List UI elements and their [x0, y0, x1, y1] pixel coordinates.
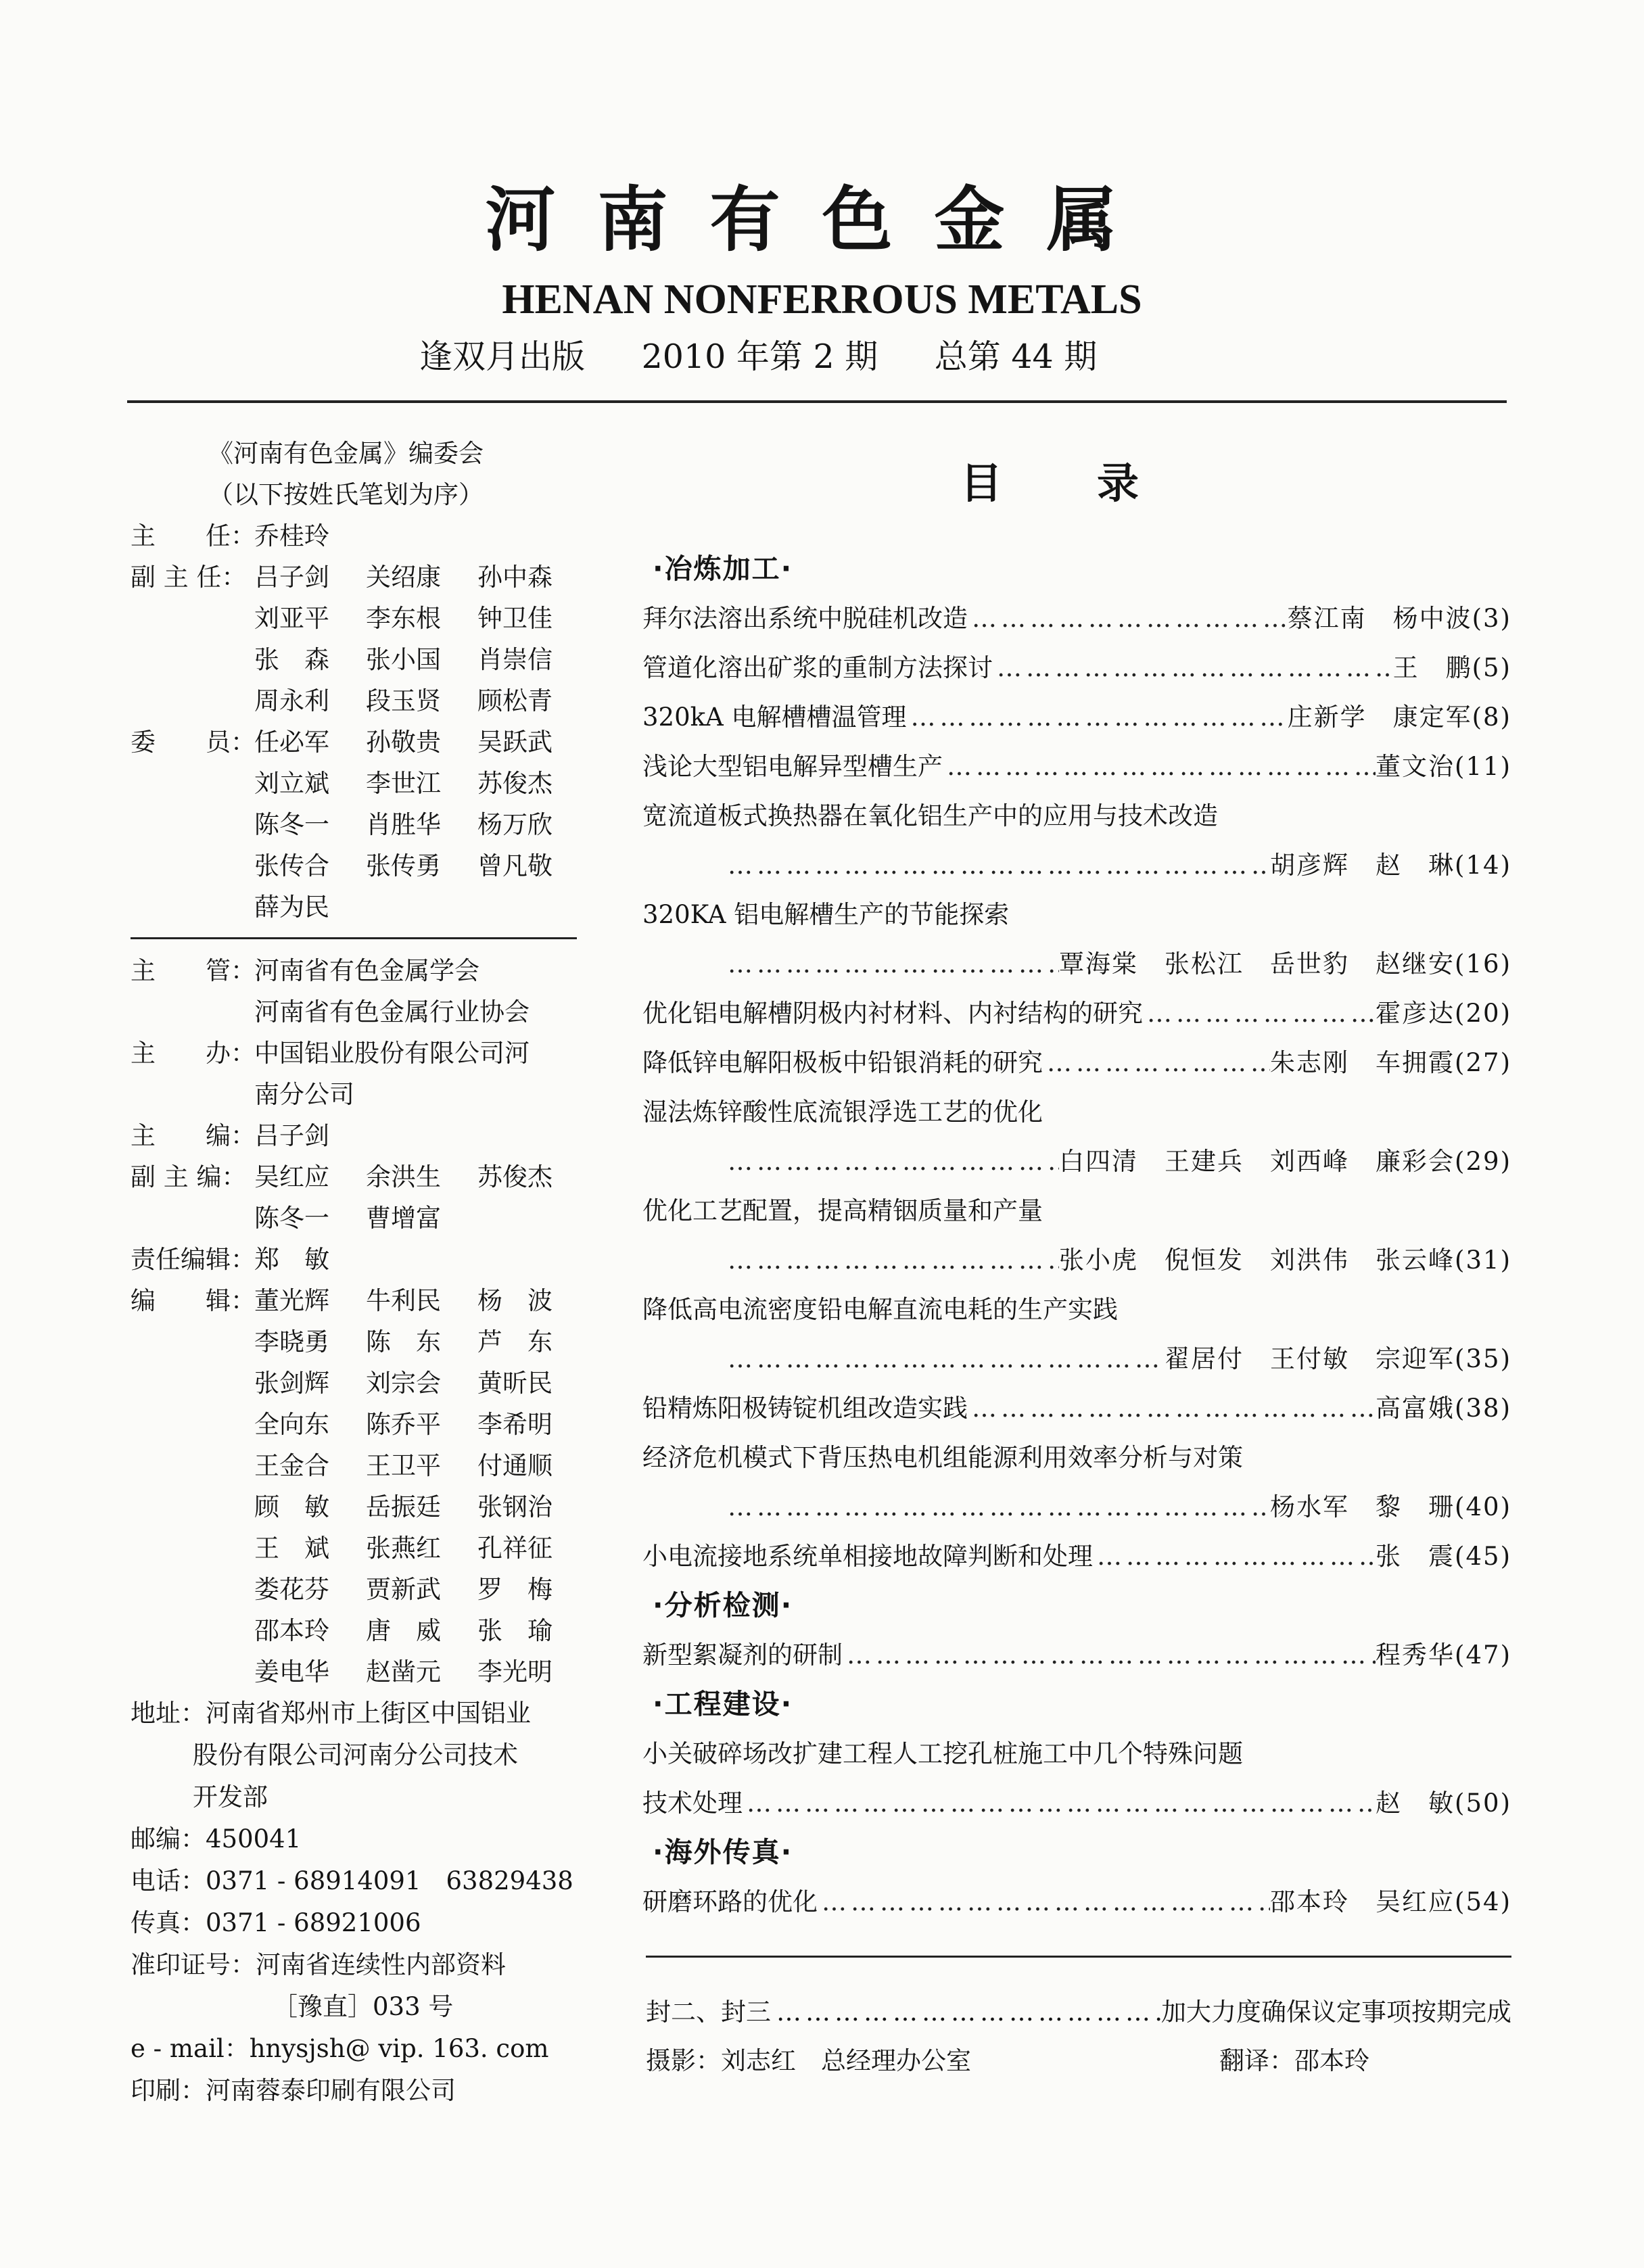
member-list [254, 722, 589, 928]
toc-entry-title: 小关破碎场改扩建工程人工挖孔桩施工中几个特殊问题 [642, 1739, 1243, 1768]
toc-entry [642, 1482, 1511, 1532]
toc-entry-title: 降低高电流密度铅电解直流电耗的生产实践 [642, 1295, 1118, 1324]
toc-entry [642, 1778, 1511, 1828]
deputy-label: 副 主 任： [131, 563, 247, 592]
toc-entry-authors-page [1376, 989, 1511, 1038]
toc-entry-page: (40) [1455, 1492, 1511, 1521]
toc-entry-title: 经济危机模式下背压热电机组能源利用效率分析与对策 [642, 1443, 1243, 1472]
name-row [254, 763, 589, 804]
name-row [254, 680, 589, 722]
supervisor-row [131, 950, 577, 1033]
person-name: 牛利民 [366, 1286, 441, 1315]
deputy-chief-label: 副 主 编： [131, 1162, 247, 1191]
toc-entry-page: (29) [1455, 1147, 1511, 1176]
toc-entry-authors-page [1270, 1038, 1511, 1087]
toc-entry-page: (8) [1472, 703, 1511, 732]
fax: 传真：0371 - 68921006 [131, 1908, 421, 1937]
toc-entry-authors: 董文治 [1376, 752, 1455, 781]
toc-entry-title: 研磨环路的优化 [642, 1887, 818, 1916]
toc-entry-authors: 庄新学 康定军 [1287, 703, 1472, 732]
name-row [254, 639, 589, 680]
toc-entry-title: 技术处理 [642, 1789, 743, 1818]
toc-entry [642, 1137, 1511, 1186]
toc-entry-page: (38) [1455, 1394, 1511, 1423]
permit-line-1: 准印证号：河南省连续性内部资料 [131, 1950, 506, 1979]
name-row [254, 1198, 589, 1239]
name-row [254, 557, 589, 598]
toc-entry-page: (31) [1455, 1246, 1511, 1275]
person-name: 刘立斌 [254, 769, 329, 798]
name-row [254, 1486, 589, 1528]
person-name: 段玉贤 [366, 686, 441, 715]
toc-entry [642, 1038, 1511, 1087]
person-name: 李光明 [477, 1657, 553, 1686]
toc-entry-title: 湿法炼锌酸性底流银浮选工艺的优化 [642, 1097, 1043, 1127]
exec-editor: 郑 敏 [254, 1245, 329, 1274]
deputy-chief-list [254, 1156, 589, 1239]
total-issue: 总第 44 期 [934, 337, 1098, 376]
person-name: 杨万欣 [477, 810, 553, 839]
toc-entry-page: (54) [1455, 1887, 1511, 1916]
name-row [254, 1651, 589, 1693]
toc-entry-page: (47) [1455, 1640, 1511, 1670]
toc-entry-title: 优化工艺配置，提高精铟质量和产量 [642, 1196, 1043, 1225]
toc-entry-authors-page [1059, 1137, 1511, 1186]
name-row [254, 804, 589, 845]
exec-row [131, 1239, 577, 1280]
dot-leader [724, 1137, 1059, 1186]
toc-entry [642, 594, 1511, 643]
toc-entry-title: 小电流接地系统单相接地故障判断和处理 [642, 1542, 1093, 1571]
toc-section-heading: ·分析检测· [653, 1589, 793, 1622]
sponsor-row [131, 1033, 577, 1115]
supervisor-label: 主 管： [131, 956, 256, 985]
toc-entry [642, 1384, 1511, 1433]
person-name: 张 瑜 [477, 1616, 553, 1645]
toc-entry-authors: 胡彦辉 赵 琳 [1270, 851, 1455, 880]
person-name: 张传合 [254, 851, 329, 880]
person-name: 顾 敏 [254, 1492, 329, 1521]
dot-leader [724, 1482, 1270, 1532]
toc-entry [642, 1235, 1511, 1285]
toc-entry-page: (14) [1455, 851, 1511, 880]
toc-entry-title: 宽流道板式换热器在氧化铝生产中的应用与技术改造 [642, 801, 1218, 830]
table-of-contents [642, 544, 1511, 1927]
journal-title-cn: 河南有色金属 [485, 178, 1159, 261]
toc-entry-title: 优化铝电解槽阴极内衬材料、内衬结构的研究 [642, 999, 1143, 1028]
printer: 印刷：河南蓉泰印刷有限公司 [131, 2076, 456, 2105]
exec-label: 责任编辑： [131, 1245, 256, 1274]
toc-entry-title: 降低锌电解阳极板中铅银消耗的研究 [642, 1048, 1043, 1077]
person-name: 曾凡敬 [477, 851, 553, 880]
issue-number: 2010 年第 2 期 [641, 337, 878, 376]
toc-entry-authors: 王 鹏 [1392, 653, 1472, 682]
toc-entry-authors-page [1376, 1384, 1511, 1433]
dot-leader [843, 1630, 1376, 1680]
contact-block [131, 1693, 577, 2112]
name-row [254, 887, 589, 928]
person-name: 李世江 [366, 769, 441, 798]
person-name: 罗 梅 [477, 1575, 553, 1604]
photo-credit: 摄影：刘志红 总经理办公室 [646, 2046, 971, 2075]
person-name: 唐 威 [366, 1616, 441, 1645]
toc-entry-authors: 翟居付 王付敏 宗迎军 [1165, 1344, 1455, 1373]
name-row [254, 598, 589, 639]
person-name: 张燕红 [366, 1534, 441, 1563]
dot-leader [818, 1877, 1270, 1927]
toc-entry-authors: 覃海棠 张松江 岳世豹 赵继安 [1059, 949, 1455, 978]
person-name: 苏俊杰 [477, 1162, 553, 1191]
deputy-row [131, 557, 577, 722]
person-name: 黄昕民 [477, 1369, 553, 1398]
journal-title-en: HENAN NONFERROUS METALS [502, 277, 1142, 323]
deputy-list [254, 557, 589, 722]
person-name: 陈 东 [366, 1327, 441, 1356]
toc-entry-authors: 蔡江南 杨中波 [1287, 604, 1472, 633]
supervisor-list [254, 950, 577, 1033]
dot-leader [743, 1778, 1376, 1828]
toc-section-heading: ·工程建设· [653, 1688, 793, 1720]
person-name: 王 斌 [254, 1534, 329, 1563]
name-row [254, 1445, 589, 1486]
toc-entry-authors: 杨水军 黎 珊 [1270, 1492, 1455, 1521]
dot-leader [724, 841, 1270, 890]
person-name: 肖崇信 [477, 645, 553, 674]
chief-editor: 吕子剑 [254, 1121, 329, 1150]
toc-entry [642, 742, 1511, 791]
toc-heading: 目录 [960, 458, 1234, 508]
person-name: 苏俊杰 [477, 769, 553, 798]
dot-leader [724, 1235, 1059, 1285]
person-name: 薛为民 [254, 893, 329, 922]
person-name: 娄花芬 [254, 1575, 329, 1604]
person-name: 张传勇 [366, 851, 441, 880]
toc-entry-authors-page [1165, 1334, 1511, 1384]
toc-section-heading: ·冶炼加工· [653, 552, 793, 585]
bottom-notes [646, 1988, 1511, 2085]
person-name: 王金合 [254, 1451, 329, 1480]
issue-line [419, 337, 1231, 377]
deputy-chief-row [131, 1156, 577, 1239]
member-label: 委 员： [131, 728, 256, 757]
credits-line [646, 2037, 1511, 2085]
person-name: 岳振廷 [366, 1492, 441, 1521]
person-name: 刘宗会 [366, 1369, 441, 1398]
person-name: 付通顺 [477, 1451, 553, 1480]
toc-entry-title: 浅论大型铝电解异型槽生产 [642, 752, 943, 781]
toc-entry-page: (50) [1455, 1789, 1511, 1818]
cover-line [646, 1988, 1511, 2037]
toc-entry-page: (35) [1455, 1344, 1511, 1373]
board-subheading: （以下按姓氏笔划为序） [208, 480, 484, 509]
board-heading: 《河南有色金属》编委会 [208, 439, 484, 468]
text-line: 南分公司 [254, 1080, 354, 1109]
toc-entry-authors-page [1376, 1778, 1511, 1828]
person-name: 李希明 [477, 1410, 553, 1439]
permit-line-2: ［豫直］033 号 [273, 1992, 454, 2021]
person-name: 吴跃武 [477, 728, 553, 757]
toc-entry-title: 新型絮凝剂的研制 [642, 1640, 843, 1670]
person-name: 陈乔平 [366, 1410, 441, 1439]
toc-entry-authors-page [1376, 1532, 1511, 1581]
editors-row [131, 1280, 577, 1693]
name-row [254, 1528, 589, 1569]
address-line-3: 开发部 [193, 1782, 268, 1812]
person-name: 吴红应 [254, 1162, 329, 1191]
toc-entry [642, 1630, 1511, 1680]
person-name: 孙中森 [477, 563, 553, 592]
chief-label: 主 编： [131, 1121, 256, 1150]
text-line: 河南省有色金属行业协会 [254, 997, 530, 1026]
toc-entry-authors: 程秀华 [1376, 1640, 1455, 1670]
toc-entry-authors: 张 震 [1376, 1542, 1455, 1571]
cover-label: 封二、封三 [646, 1998, 771, 2027]
person-name: 任必军 [254, 728, 329, 757]
person-name: 周永利 [254, 686, 329, 715]
person-name: 陈冬一 [254, 810, 329, 839]
dot-leader [771, 1988, 1161, 2037]
toc-entry-authors-page [1270, 1482, 1511, 1532]
dot-leader [993, 643, 1393, 692]
toc-entry [642, 841, 1511, 890]
person-name: 肖胜华 [366, 810, 441, 839]
toc-entry-title: 拜尔法溶出系统中脱硅机改造 [642, 604, 968, 633]
toc-entry-page: (45) [1455, 1542, 1511, 1571]
toc-entry-authors-page [1288, 692, 1511, 742]
person-name: 余洪生 [366, 1162, 441, 1191]
phone: 电话：0371 - 68914091 63829438 [131, 1866, 573, 1895]
toc-entry-authors: 朱志刚 车拥霞 [1270, 1048, 1455, 1077]
chief-row [131, 1115, 577, 1156]
name-row [254, 1280, 589, 1321]
dot-leader [1093, 1532, 1376, 1581]
toc-entry-authors: 张小虎 倪恒发 刘洪伟 张云峰 [1059, 1246, 1455, 1275]
name-row [254, 845, 589, 887]
toc-entry [642, 1877, 1511, 1927]
dot-leader [968, 594, 1288, 643]
toc-entry-page: (3) [1472, 604, 1511, 633]
toc-entry-authors: 霍彦达 [1376, 999, 1455, 1028]
editors-list [254, 1280, 589, 1693]
address-line-2: 股份有限公司河南分公司技术 [193, 1741, 518, 1770]
person-name: 曹增富 [366, 1204, 441, 1233]
toc-entry-authors-page [1393, 643, 1511, 692]
toc-entry-authors-page [1376, 1630, 1511, 1680]
name-row [254, 1569, 589, 1610]
person-name: 李晓勇 [254, 1327, 329, 1356]
dot-leader [943, 742, 1376, 791]
toc-entry-authors-page [1376, 742, 1511, 791]
translate-credit: 翻译：邵本玲 [1219, 2046, 1369, 2075]
toc-entry [642, 1334, 1511, 1384]
postcode: 邮编：450041 [131, 1824, 302, 1853]
toc-entry-page: (11) [1455, 752, 1511, 781]
person-name: 芦 东 [477, 1327, 553, 1356]
toc-entry-page: (5) [1472, 653, 1511, 682]
name-row [254, 1321, 589, 1363]
toc-entry-authors: 白四清 王建兵 刘西峰 廉彩会 [1059, 1147, 1455, 1176]
person-name: 杨 波 [477, 1286, 553, 1315]
person-name: 王卫平 [366, 1451, 441, 1480]
toc-entry-title: 320KA 铝电解槽生产的节能探索 [642, 900, 1010, 929]
person-name: 张剑辉 [254, 1369, 329, 1398]
person-name: 全向东 [254, 1410, 329, 1439]
toc-section-heading: ·海外传真· [653, 1836, 793, 1868]
person-name: 李东根 [366, 604, 441, 633]
person-name: 陈冬一 [254, 1204, 329, 1233]
name-row [254, 1363, 589, 1404]
director-label: 主 任： [131, 521, 256, 550]
name-row [254, 1404, 589, 1445]
person-name: 张钢治 [477, 1492, 553, 1521]
toc-entry [642, 692, 1511, 742]
person-name: 吕子剑 [254, 563, 329, 592]
person-name: 孔祥征 [477, 1534, 553, 1563]
person-name: 张小国 [366, 645, 441, 674]
editors-label: 编 辑： [131, 1286, 256, 1315]
address-line-1: 地址：河南省郑州市上街区中国铝业 [131, 1699, 531, 1728]
name-row [254, 1610, 589, 1651]
dot-leader [1043, 1038, 1270, 1087]
text-line: 河南省有色金属学会 [254, 956, 479, 985]
toc-entry-authors-page [1059, 1235, 1511, 1285]
toc-entry-authors-page [1270, 1877, 1511, 1927]
toc-divider [646, 1956, 1511, 1958]
toc-entry-authors-page [1059, 939, 1511, 989]
name-row [254, 1156, 589, 1198]
member-row [131, 722, 577, 928]
person-name: 姜电华 [254, 1657, 329, 1686]
person-name: 董光辉 [254, 1286, 329, 1315]
toc-entry-authors: 高富娥 [1376, 1394, 1455, 1423]
person-name: 刘亚平 [254, 604, 329, 633]
toc-entry-page: (20) [1455, 999, 1511, 1028]
toc-entry [642, 939, 1511, 989]
email: e - mail：hnysjsh@ vip. 163. com [131, 2034, 549, 2063]
dot-leader [968, 1384, 1376, 1433]
toc-entry-title: 管道化溶出矿浆的重制方法探讨 [642, 653, 993, 682]
toc-entry [642, 989, 1511, 1038]
header-rule [127, 400, 1507, 403]
toc-entry-authors: 邵本玲 吴红应 [1270, 1887, 1455, 1916]
dot-leader [724, 939, 1059, 989]
person-name: 钟卫佳 [477, 604, 553, 633]
toc-entry-authors-page [1288, 594, 1511, 643]
toc-entry-page: (16) [1455, 949, 1511, 978]
toc-entry-page: (27) [1455, 1048, 1511, 1077]
toc-entry [642, 643, 1511, 692]
director-row [131, 515, 577, 557]
person-name: 孙敬贵 [366, 728, 441, 757]
toc-entry-title: 铅精炼阳极铸锭机组改造实践 [642, 1394, 968, 1423]
toc-entry-authors: 赵 敏 [1376, 1789, 1455, 1818]
dot-leader [724, 1334, 1165, 1384]
dot-leader [1143, 989, 1376, 1038]
person-name: 张 森 [254, 645, 329, 674]
sponsor-label: 主 办： [131, 1039, 256, 1068]
left-column [131, 433, 577, 2112]
sponsor-list [254, 1033, 577, 1115]
text-line: 中国铝业股份有限公司河 [254, 1039, 530, 1068]
person-name: 顾松青 [477, 686, 553, 715]
person-name: 关绍康 [366, 563, 441, 592]
frequency: 逢双月出版 [419, 337, 586, 376]
toc-entry-authors-page [1270, 841, 1511, 890]
dot-leader [907, 692, 1288, 742]
cover-text: 加大力度确保议定事项按期完成 [1161, 1998, 1511, 2027]
left-divider [131, 937, 577, 939]
person-name: 邵本玲 [254, 1616, 329, 1645]
toc-entry-title: 320kA 电解槽槽温管理 [642, 703, 907, 732]
person-name: 贾新武 [366, 1575, 441, 1604]
toc-entry [642, 1532, 1511, 1581]
name-row [254, 722, 589, 763]
person-name: 赵凿元 [366, 1657, 441, 1686]
director-name: 乔桂玲 [254, 521, 329, 550]
